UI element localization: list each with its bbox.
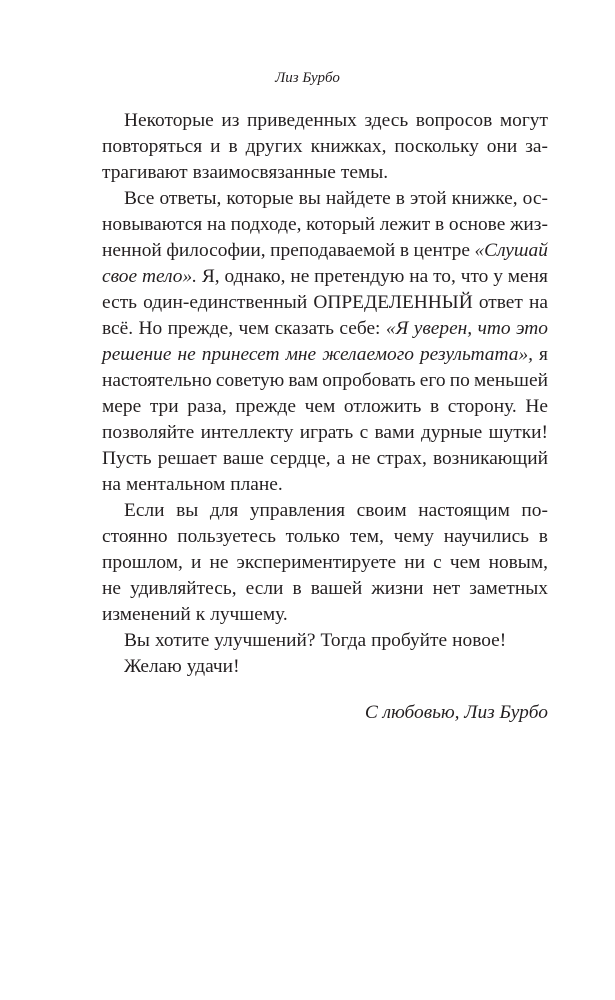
italic-word: это	[515, 318, 548, 339]
word: к	[195, 604, 206, 625]
word: и	[210, 136, 221, 157]
italic-word: что	[477, 318, 511, 339]
word: трагивают	[102, 162, 188, 183]
text-line	[102, 602, 548, 628]
word: вашей	[310, 578, 363, 599]
text-line	[102, 186, 548, 212]
word: настоятельно	[102, 370, 212, 391]
word: по	[449, 370, 470, 391]
word: Пусть	[102, 448, 152, 469]
text-line	[102, 160, 548, 186]
word: в	[395, 188, 405, 209]
word: хотите	[154, 630, 210, 651]
word: который	[306, 214, 376, 235]
word: чему	[393, 526, 434, 547]
word: на	[102, 474, 121, 495]
word: на	[409, 266, 429, 287]
word: если	[245, 578, 284, 599]
word: с	[359, 422, 369, 443]
word: отложить	[343, 396, 422, 417]
word: Я,	[201, 266, 220, 287]
word: в	[434, 214, 445, 235]
word: ни	[404, 552, 425, 573]
word: в	[292, 578, 302, 599]
word: вы	[298, 188, 321, 209]
text-line	[102, 368, 548, 394]
word: настоящим	[418, 500, 510, 521]
word: всё.	[102, 318, 134, 339]
word: мере	[102, 396, 142, 417]
word: других	[245, 136, 303, 157]
word: преподаваемой	[270, 240, 396, 261]
word: нет	[432, 578, 461, 599]
word: ос-	[522, 188, 548, 209]
italic-word: результата»,	[419, 344, 533, 365]
text-line	[102, 264, 548, 290]
running-header: Лиз Бурбо	[275, 70, 340, 86]
word: не	[351, 448, 371, 469]
word: плане.	[230, 474, 283, 495]
word: себе:	[339, 318, 381, 339]
word: ментальном	[125, 474, 226, 495]
word: пользуетесь	[177, 526, 276, 547]
word: чем	[238, 318, 270, 339]
word: один-единственный	[143, 292, 308, 313]
word: чем	[304, 396, 336, 417]
word: центре	[413, 240, 470, 261]
word: на	[529, 292, 548, 313]
word: у	[493, 266, 503, 287]
word: повторяться	[102, 136, 203, 157]
text-line	[102, 316, 548, 342]
word: Некоторые	[124, 110, 214, 131]
word: поскольку	[394, 136, 479, 157]
text-line	[102, 290, 548, 316]
word: есть	[102, 292, 138, 313]
word: дурные	[420, 422, 483, 443]
word: однако,	[224, 266, 286, 287]
word: с	[433, 552, 442, 573]
word: улучшений?	[214, 630, 316, 651]
word: в	[228, 136, 238, 157]
word: здесь	[364, 110, 409, 131]
word: интеллекту	[200, 422, 294, 443]
word: ненной	[102, 240, 162, 261]
word: для	[209, 500, 239, 521]
word: прошлом,	[102, 552, 183, 573]
word: экспериментируете	[236, 552, 397, 573]
word: претендую	[314, 266, 405, 287]
word: прежде	[235, 396, 296, 417]
word: я	[539, 344, 548, 365]
word: приведенных	[247, 110, 357, 131]
word: опробовать	[322, 370, 416, 391]
word: сказать	[274, 318, 334, 339]
word: подходе,	[230, 214, 302, 235]
word: новым,	[488, 552, 548, 573]
word: не	[290, 266, 310, 287]
word: советую	[215, 370, 285, 391]
word: в	[399, 240, 409, 261]
word: Если	[124, 500, 165, 521]
word: могут	[499, 110, 548, 131]
word: позволяйте	[102, 422, 195, 443]
word: пробуйте	[371, 630, 448, 651]
word: то,	[433, 266, 456, 287]
word: лежит	[379, 214, 431, 235]
word: своим	[356, 500, 407, 521]
word: найдете	[325, 188, 391, 209]
word: страх,	[376, 448, 427, 469]
word: взаимосвязанные	[192, 162, 336, 183]
text-line	[102, 524, 548, 550]
word: в	[429, 396, 440, 417]
word: книжке,	[451, 188, 518, 209]
italic-word: свое	[102, 266, 138, 287]
word: возникающий	[432, 448, 548, 469]
word: Желаю	[124, 656, 182, 677]
italic-word: уверен,	[413, 318, 473, 339]
text-line	[102, 108, 548, 134]
word: и	[190, 552, 202, 573]
text-line	[102, 654, 548, 680]
text-line	[102, 420, 548, 446]
word: ответы,	[159, 188, 222, 209]
italic-word: желаемого	[322, 344, 414, 365]
word: новое!	[452, 630, 507, 651]
word: ваше	[222, 448, 264, 469]
word: они	[486, 136, 518, 157]
word: изменений	[102, 604, 191, 625]
word: новываются	[102, 214, 203, 235]
italic-word: не	[177, 344, 196, 365]
word: из	[221, 110, 240, 131]
word: тем,	[349, 526, 384, 547]
text-line	[102, 628, 548, 654]
word: удачи!	[186, 656, 240, 677]
word: Не	[525, 396, 548, 417]
word: меньшей	[473, 370, 548, 391]
word: а	[336, 448, 346, 469]
word: сердце,	[270, 448, 331, 469]
word: жиз-	[510, 214, 548, 235]
word: сторону.	[447, 396, 517, 417]
text-line	[102, 394, 548, 420]
italic-word: «Я	[385, 318, 409, 339]
word: ОПРЕДЕЛЕННЫЙ	[313, 292, 473, 313]
word: прежде,	[167, 318, 234, 339]
word: не	[209, 552, 229, 573]
text-line	[102, 238, 548, 264]
word: Вы	[124, 630, 150, 651]
word: только	[285, 526, 340, 547]
word: раза,	[187, 396, 227, 417]
text-line	[102, 446, 548, 472]
word: что	[460, 266, 489, 287]
word: управления	[249, 500, 346, 521]
italic-word: решение	[102, 344, 172, 365]
italic-word: мне	[285, 344, 317, 365]
word: не	[102, 578, 121, 599]
text-line	[102, 342, 548, 368]
text-line	[102, 472, 548, 498]
word: темы.	[340, 162, 389, 183]
word: три	[149, 396, 179, 417]
word: книжках,	[310, 136, 387, 157]
word: за-	[525, 136, 548, 157]
italic-word: принесет	[201, 344, 280, 365]
word: научились	[443, 526, 530, 547]
word: меня	[507, 266, 548, 287]
word: по-	[521, 500, 548, 521]
text-line	[102, 212, 548, 238]
word: основе	[448, 214, 506, 235]
word: вопросов	[415, 110, 493, 131]
word: ответ	[478, 292, 523, 313]
word: Тогда	[320, 630, 367, 651]
word: в	[538, 526, 548, 547]
word: чем	[449, 552, 481, 573]
word: вами	[374, 422, 415, 443]
text-line	[102, 576, 548, 602]
word: этой	[409, 188, 447, 209]
word: философии,	[166, 240, 266, 261]
word: удивляйтесь,	[130, 578, 237, 599]
italic-word: «Слушай	[474, 240, 548, 261]
word: стоянно	[102, 526, 168, 547]
word: жизни	[371, 578, 424, 599]
word: вы	[176, 500, 199, 521]
word: решает	[157, 448, 217, 469]
word: заметных	[469, 578, 548, 599]
signature: С любовью, Лиз Бурбо	[364, 702, 548, 723]
word: вам	[288, 370, 319, 391]
word: Но	[138, 318, 163, 339]
word: Все	[124, 188, 155, 209]
body-text	[102, 108, 548, 680]
word: шутки!	[488, 422, 548, 443]
text-line	[102, 498, 548, 524]
word: его	[419, 370, 446, 391]
word: которые	[226, 188, 294, 209]
word: лучшему.	[210, 604, 288, 625]
text-line	[102, 550, 548, 576]
word: на	[206, 214, 226, 235]
word: играть	[299, 422, 354, 443]
text-line	[102, 134, 548, 160]
italic-word: тело».	[141, 266, 197, 287]
